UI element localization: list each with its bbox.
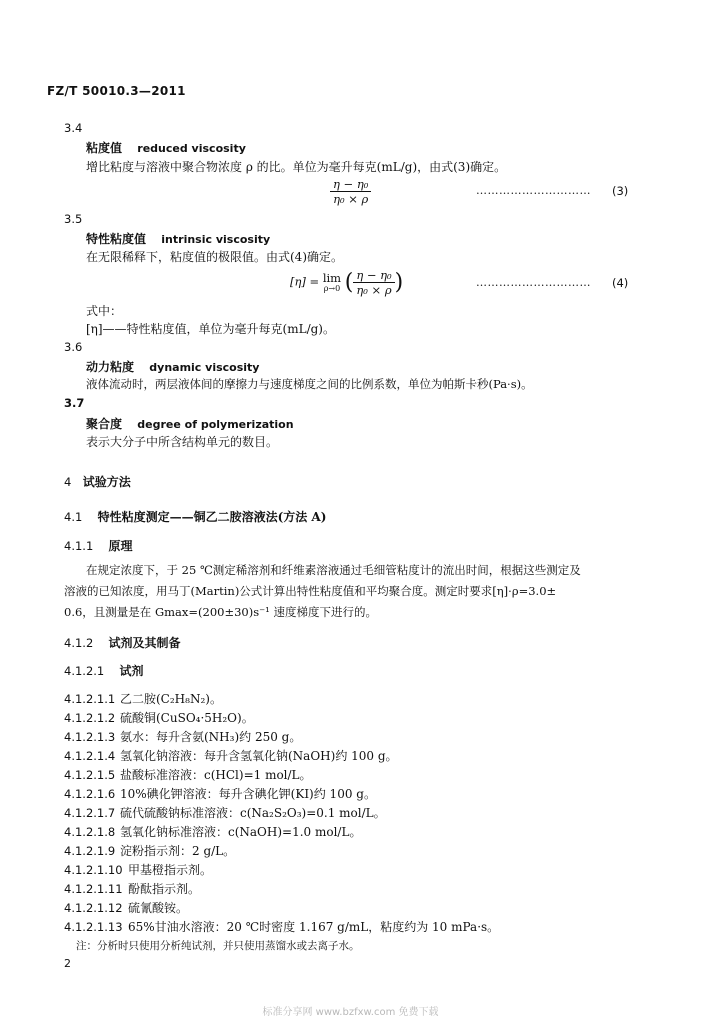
item-number: 4.1.2.1.2	[64, 711, 116, 725]
page-number: 2	[64, 957, 71, 970]
limit	[323, 272, 341, 293]
section-number-3-6: 3.6	[64, 340, 83, 354]
limit-subscript: ρ→0	[323, 284, 341, 293]
list-item	[64, 861, 212, 878]
item-number: 4.1.2.1.10	[64, 863, 123, 877]
term-3-6	[86, 358, 259, 375]
numerator: η − η₀	[353, 268, 394, 283]
heading-title: 试剂	[119, 664, 144, 678]
left-paren: (	[344, 270, 354, 295]
item-number: 4.1.2.1.7	[64, 806, 116, 820]
term-zh: 聚合度	[86, 417, 123, 431]
heading-4-1	[64, 508, 326, 525]
heading-4-1-2-1	[64, 662, 144, 679]
denominator: η₀ × ρ	[333, 192, 369, 206]
item-number: 4.1.2.1.4	[64, 749, 116, 763]
leader-dots: …………………………	[476, 184, 591, 197]
item-text: 氢氧化钠标准溶液：c(NaOH)=1.0 mol/L。	[120, 825, 362, 839]
list-item	[64, 804, 386, 821]
heading-title: 原理	[108, 539, 133, 553]
item-text: 氢氧化钠溶液：每升含氢氧化钠(NaOH)约 100 g。	[120, 749, 398, 763]
definition-3-4: 增比粘度与溶液中聚合物浓度 ρ 的比。单位为毫升每克(mL/g)，由式(3)确定。	[86, 160, 507, 174]
item-number: 4.1.2.1.3	[64, 730, 116, 744]
item-text: 硫代硫酸钠标准溶液：c(Na₂S₂O₃)=0.1 mol/L。	[120, 806, 386, 820]
where-label: 式中：	[86, 304, 123, 318]
limit-word: lim	[322, 271, 342, 285]
item-text: 酚酞指示剂。	[128, 882, 201, 896]
list-item	[64, 918, 499, 935]
section-number-3-4: 3.4	[64, 121, 83, 135]
term-zh: 动力粘度	[86, 360, 135, 374]
definition-3-6: 液体流动时，两层液体间的摩擦力与速度梯度之间的比例系数，单位为帕斯卡秒(Pa·s)。	[86, 377, 533, 391]
heading-title: 特性粘度测定——铜乙二胺溶液法(方法 A)	[97, 510, 327, 524]
heading-number: 4	[64, 475, 72, 489]
numerator: η − η₀	[330, 177, 371, 192]
heading-title: 试剂及其制备	[108, 636, 181, 650]
list-item	[64, 880, 200, 897]
definition-3-5: 在无限稀释下，粘度值的极限值。由式(4)确定。	[86, 250, 343, 264]
equation-3	[330, 177, 371, 206]
list-item	[64, 747, 398, 764]
leader-dots: …………………………	[476, 276, 591, 289]
item-text: 氨水：每升含氨(NH₃)约 250 g。	[120, 730, 302, 744]
list-item	[64, 709, 254, 726]
term-en: intrinsic viscosity	[161, 233, 271, 246]
list-item	[64, 899, 188, 916]
principle-line-3: 0.6，且测量是在 Gmax=(200±30)s⁻¹ 速度梯度下进行的。	[64, 605, 377, 619]
right-paren: )	[394, 270, 404, 295]
principle-line-1: 在规定浓度下，于 25 ℃测定稀溶剂和纤维素溶液通过毛细管粘度计的流出时间，根据这些测定及	[86, 563, 581, 577]
item-text: 硫酸铜(CuSO₄·5H₂O)。	[120, 711, 254, 725]
item-text: 硫氰酸铵。	[128, 901, 189, 915]
watermark: 标准分享网 www.bzfxw.com 免费下载	[262, 1007, 439, 1018]
term-en: reduced viscosity	[137, 142, 246, 155]
equation-number-4: (4)	[612, 276, 629, 290]
equation-lhs: [η] =	[290, 274, 323, 289]
item-number: 4.1.2.1.13	[64, 920, 123, 934]
heading-4-1-2	[64, 634, 181, 651]
heading-4	[64, 473, 131, 490]
list-item	[64, 785, 376, 802]
term-3-4	[86, 139, 246, 156]
item-text: 乙二胺(C₂H₈N₂)。	[120, 692, 222, 706]
equation-4	[290, 268, 403, 297]
definition-3-7: 表示大分子中所含结构单元的数目。	[86, 435, 279, 449]
item-number: 4.1.2.1.1	[64, 692, 116, 706]
standard-number: FZ/T 50010.3—2011	[47, 84, 186, 98]
list-item	[64, 690, 222, 707]
principle-line-2: 溶液的已知浓度，用马丁(Martin)公式计算出特性粘度值和平均聚合度。测定时要求[η]·ρ=3.0±	[64, 584, 557, 598]
fraction	[353, 268, 394, 297]
heading-number: 4.1	[64, 510, 83, 524]
item-text: 65%甘油水溶液：20 ℃时密度 1.167 g/mL，粘度约为 10 mPa·s。	[128, 920, 500, 934]
term-en: degree of polymerization	[137, 418, 294, 431]
item-number: 4.1.2.1.12	[64, 901, 123, 915]
term-zh: 粘度值	[86, 141, 123, 155]
section-number-3-5: 3.5	[64, 212, 83, 226]
item-number: 4.1.2.1.8	[64, 825, 116, 839]
term-zh: 特性粘度值	[86, 232, 147, 246]
item-number: 4.1.2.1.9	[64, 844, 116, 858]
list-item	[64, 823, 361, 840]
item-text: 10%碘化钾溶液：每升含碘化钾(KI)约 100 g。	[120, 787, 376, 801]
item-number: 4.1.2.1.11	[64, 882, 123, 896]
heading-number: 4.1.2.1	[64, 664, 105, 678]
denominator: η₀ × ρ	[356, 283, 392, 297]
heading-number: 4.1.1	[64, 539, 94, 553]
item-number: 4.1.2.1.5	[64, 768, 116, 782]
item-number: 4.1.2.1.6	[64, 787, 116, 801]
item-text: 淀粉指示剂：2 g/L。	[120, 844, 236, 858]
list-item	[64, 842, 235, 859]
section-number-3-7: 3.7	[64, 396, 85, 410]
heading-4-1-1	[64, 537, 133, 554]
item-text: 盐酸标准溶液：c(HCl)=1 mol/L。	[120, 768, 312, 782]
list-item	[64, 766, 312, 783]
equation-number-3: (3)	[612, 184, 629, 198]
note: 注：分析时只使用分析纯试剂，并只使用蒸馏水或去离子水。	[76, 940, 360, 952]
heading-number: 4.1.2	[64, 636, 94, 650]
term-en: dynamic viscosity	[149, 361, 260, 374]
list-item	[64, 728, 301, 745]
term-3-7	[86, 415, 294, 432]
term-3-5	[86, 230, 270, 247]
fraction	[330, 177, 371, 206]
item-text: 甲基橙指示剂。	[128, 863, 213, 877]
where-item: [η]——特性粘度值，单位为毫升每克(mL/g)。	[86, 322, 335, 336]
heading-title: 试验方法	[82, 475, 131, 489]
